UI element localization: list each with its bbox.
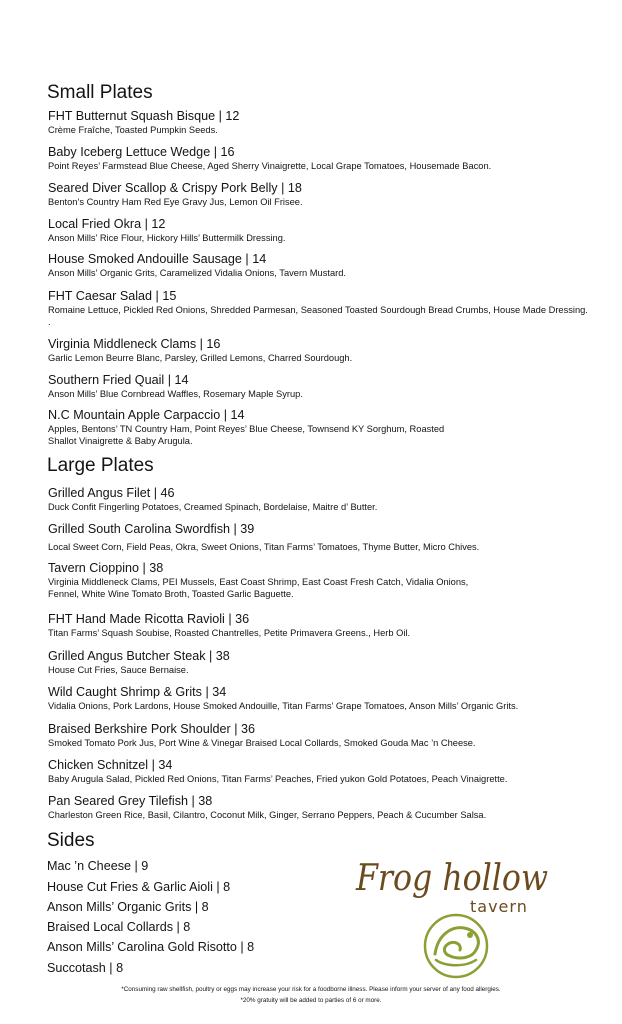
- menu-item: [48, 145, 593, 172]
- menu-item-description: Smoked Tomato Pork Jus, Port Wine & Vinegar Braised Local Collards, Smoked Gouda Mac ’n Cheese.: [48, 738, 476, 748]
- menu-item-name: Local Fried Okra | 12: [48, 217, 166, 231]
- side-item: Mac ’n Cheese | 9: [47, 859, 149, 873]
- sides-heading: Sides: [47, 830, 95, 851]
- menu-item: [48, 794, 593, 821]
- menu-item-name: Grilled South Carolina Swordfish | 39: [48, 522, 255, 536]
- menu-item-description: House Cut Fries, Sauce Bernaise.: [48, 665, 189, 675]
- logo-text-tavern: tavern: [470, 897, 528, 916]
- menu-item-description: Baby Arugula Salad, Pickled Red Onions, Titan Farms’ Peaches, Fried yukon Gold Potatoes, Peach Vinaigrette.: [48, 774, 508, 784]
- side-item: Braised Local Collards | 8: [47, 920, 191, 934]
- large-plates-heading: Large Plates: [47, 455, 154, 476]
- menu-item-name: Chicken Schnitzel | 34: [48, 758, 173, 772]
- menu-item: [48, 289, 593, 328]
- menu-item-description: Crème Fraîche, Toasted Pumpkin Seeds.: [48, 125, 218, 135]
- side-item: Succotash | 8: [47, 961, 124, 975]
- menu-item-description: Benton’s Country Ham Red Eye Gravy Jus, Lemon Oil Frisee.: [48, 197, 303, 207]
- menu-item-name: Pan Seared Grey Tilefish | 38: [48, 794, 213, 808]
- menu-item-name: N.C Mountain Apple Carpaccio | 14: [48, 408, 245, 422]
- menu-item-name: FHT Hand Made Ricotta Ravioli | 36: [48, 612, 250, 626]
- menu-item-description: Romaine Lettuce, Pickled Red Onions, Shredded Parmesan, Seasoned Toasted Sourdough Bread Crumbs, House Made Dressing. .: [48, 305, 588, 327]
- menu-item: [48, 758, 593, 785]
- menu-item: [48, 561, 473, 600]
- footnote-allergy: *Consuming raw shellfish, poultry or eggs may increase your risk for a foodborne illness. Please inform your server of any food allergies.: [121, 986, 501, 993]
- menu-item-description: Virginia Middleneck Clams, PEI Mussels, East Coast Shrimp, East Coast Fresh Catch, Vidalia Onions, Fennel, White Wine Tomato Broth, Toasted Garlic Baguette.: [48, 577, 469, 599]
- menu-item-description: Apples, Bentons’ TN Country Ham, Point Reyes’ Blue Cheese, Townsend KY Sorghum, Roasted Shallot Vinaigrette & Baby Arugula.: [48, 424, 445, 446]
- frog-hollow-tavern-logo: [352, 842, 557, 982]
- frog-logo-icon: [352, 842, 557, 982]
- side-item: House Cut Fries & Garlic Aioli | 8: [47, 880, 231, 894]
- menu-item: [48, 408, 448, 447]
- menu-item-description: Anson Mills’ Blue Cornbread Waffles, Rosemary Maple Syrup.: [48, 389, 303, 399]
- menu-item: [48, 522, 593, 553]
- menu-item-description: Anson Mills’ Organic Grits, Caramelized Vidalia Onions, Tavern Mustard.: [48, 268, 346, 278]
- menu-item-name: FHT Butternut Squash Bisque | 12: [48, 109, 240, 123]
- menu-item-description: Charleston Green Rice, Basil, Cilantro, Coconut Milk, Ginger, Serrano Peppers, Peach & Cucumber Salsa.: [48, 810, 487, 820]
- menu-item-name: Grilled Angus Butcher Steak | 38: [48, 649, 230, 663]
- side-item: Anson Mills’ Carolina Gold Risotto | 8: [47, 940, 255, 954]
- menu-item-description: Duck Confit Fingerling Potatoes, Creamed Spinach, Bordelaise, Maitre d’ Butter.: [48, 502, 378, 512]
- menu-item-name: Grilled Angus Filet | 46: [48, 486, 175, 500]
- menu-item: [48, 181, 593, 208]
- menu-item: [48, 486, 593, 513]
- menu-item-name: Braised Berkshire Pork Shoulder | 36: [48, 722, 255, 736]
- menu-item: [48, 109, 593, 136]
- menu-item: [48, 685, 593, 712]
- menu-item: [48, 612, 593, 639]
- menu-item-description: Titan Farms’ Squash Soubise, Roasted Chantrelles, Petite Primavera Greens., Herb Oil.: [48, 628, 411, 638]
- menu-item-name: Southern Fried Quail | 14: [48, 373, 189, 387]
- menu-item-name: Wild Caught Shrimp & Grits | 34: [48, 685, 227, 699]
- side-item: Anson Mills’ Organic Grits | 8: [47, 900, 209, 914]
- menu-item-description: Anson Mills’ Rice Flour, Hickory Hills’ Buttermilk Dressing.: [48, 233, 286, 243]
- menu-item: [48, 373, 593, 400]
- menu-item-description: Garlic Lemon Beurre Blanc, Parsley, Grilled Lemons, Charred Sourdough.: [48, 353, 353, 363]
- small-plates-heading: Small Plates: [47, 82, 153, 103]
- menu-item-name: Baby Iceberg Lettuce Wedge | 16: [48, 145, 235, 159]
- menu-item-description: Vidalia Onions, Pork Lardons, House Smoked Andouille, Titan Farms’ Grape Tomatoes, Anson Mills’ Organic Grits.: [48, 701, 519, 711]
- menu-item-description: Local Sweet Corn, Field Peas, Okra, Sweet Onions, Titan Farms’ Tomatoes, Thyme Butter, Micro Chives.: [48, 542, 480, 552]
- menu-item-name: Tavern Cioppino | 38: [48, 561, 164, 575]
- menu-item-name: FHT Caesar Salad | 15: [48, 289, 177, 303]
- menu-item: [48, 722, 593, 749]
- footnote-gratuity: *20% gratuity will be added to parties of 6 or more.: [240, 997, 382, 1004]
- menu-item-name: Virginia Middleneck Clams | 16: [48, 337, 221, 351]
- menu-item: [48, 337, 593, 364]
- menu-item: [48, 252, 593, 279]
- menu-item: [48, 217, 593, 244]
- logo-text-frog-hollow: Frog hollow: [355, 858, 549, 899]
- menu-item-name: Seared Diver Scallop & Crispy Pork Belly | 18: [48, 181, 302, 195]
- menu-item-name: House Smoked Andouille Sausage | 14: [48, 252, 267, 266]
- menu-item-description: Point Reyes’ Farmstead Blue Cheese, Aged Sherry Vinaigrette, Local Grape Tomatoes, Housemade Bacon.: [48, 161, 492, 171]
- menu-item: [48, 649, 593, 676]
